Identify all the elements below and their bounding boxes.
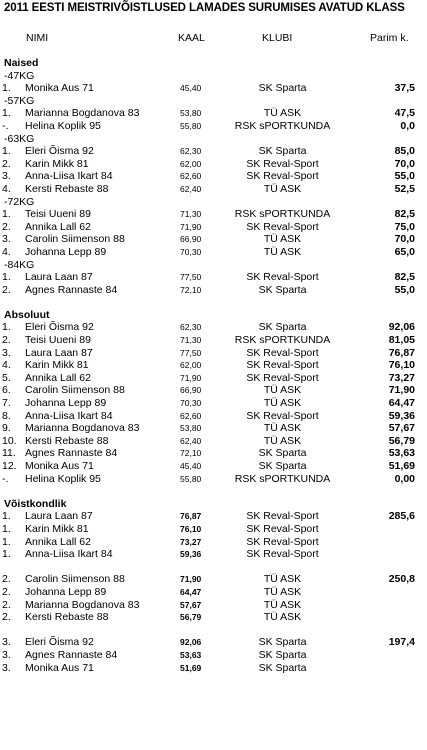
athlete-name: Teisi Uueni 89 — [25, 334, 91, 347]
rank-cell: 4. — [2, 182, 11, 195]
weight-class-label: -63KG — [4, 132, 35, 145]
club-cell: SK Sparta — [258, 636, 307, 649]
result-row — [0, 422, 427, 435]
rank-cell: 11. — [2, 447, 16, 460]
weight-cell: 71,30 — [180, 209, 202, 220]
club-cell: SK Reval-Sport — [246, 170, 319, 183]
club-cell: TÜ ASK — [263, 384, 302, 397]
rank-cell: 2. — [2, 573, 11, 586]
best-result-cell: 81,05 — [388, 334, 415, 347]
best-result-cell: 64,47 — [388, 397, 415, 410]
club-cell: RSK sPORTKUNDA — [234, 472, 331, 485]
spacer — [0, 296, 427, 309]
athlete-name: Anna-Liisa Ikart 84 — [25, 548, 113, 561]
result-row — [0, 649, 427, 662]
best-result-cell: 76,10 — [388, 359, 415, 372]
best-result-cell: 85,0 — [394, 145, 415, 158]
result-row — [0, 586, 427, 599]
weight-class-heading — [0, 95, 427, 108]
result-row — [0, 183, 427, 196]
athlete-name: Agnes Rannaste 84 — [25, 648, 118, 661]
result-row — [0, 372, 427, 385]
weight-cell: 56,79 — [180, 612, 202, 623]
athlete-name: Annika Lall 62 — [25, 535, 91, 548]
result-row — [0, 359, 427, 372]
rank-cell: -. — [2, 472, 9, 485]
best-result-cell: 47,5 — [394, 107, 415, 120]
athlete-name: Eleri Õisma 92 — [25, 321, 94, 334]
weight-class-heading — [0, 133, 427, 146]
athlete-name: Laura Laan 87 — [25, 510, 93, 523]
club-cell: SK Reval-Sport — [246, 409, 319, 422]
weight-cell: 66,90 — [180, 234, 202, 245]
weight-cell: 59,36 — [180, 549, 202, 560]
best-result-cell: 76,87 — [388, 346, 415, 359]
weight-class-heading — [0, 70, 427, 83]
weight-cell: 71,90 — [180, 372, 202, 383]
athlete-name: Agnes Rannaste 84 — [25, 283, 118, 296]
best-result-cell: 59,36 — [388, 409, 415, 422]
athlete-name: Monika Aus 71 — [25, 661, 94, 674]
result-row — [0, 523, 427, 536]
result-row — [0, 107, 427, 120]
athlete-name: Eleri Õisma 92 — [25, 145, 94, 158]
section-heading — [0, 309, 427, 322]
athlete-name: Laura Laan 87 — [25, 271, 93, 284]
rank-cell: 2. — [2, 611, 11, 624]
rank-cell: 8. — [2, 409, 11, 422]
weight-cell: 66,90 — [180, 385, 202, 396]
weight-class-label: -47KG — [4, 69, 35, 82]
result-row — [0, 447, 427, 460]
club-cell: SK Sparta — [258, 283, 307, 296]
rank-cell: 7. — [2, 397, 11, 410]
weight-cell: 71,90 — [180, 574, 202, 585]
rank-cell: 1. — [2, 82, 11, 95]
athlete-name: Monika Aus 71 — [25, 460, 94, 472]
weight-cell: 57,67 — [180, 599, 202, 610]
best-result-cell: 52,5 — [394, 182, 415, 195]
athlete-name: Kersti Rebaste 88 — [25, 611, 109, 624]
athlete-name: Helina Koplik 95 — [25, 472, 101, 485]
club-cell: SK Sparta — [258, 447, 307, 460]
rank-cell: 3. — [2, 648, 11, 661]
weight-cell: 71,90 — [180, 221, 202, 232]
result-row — [0, 246, 427, 259]
best-result-cell: 285,6 — [388, 510, 415, 523]
club-cell: SK Sparta — [258, 145, 307, 158]
weight-class-label: -84KG — [4, 258, 35, 271]
rank-cell: 12. — [2, 460, 17, 472]
athlete-name: Kersti Rebaste 88 — [25, 434, 109, 447]
rank-cell: -. — [2, 119, 9, 132]
results-list — [0, 57, 427, 674]
athlete-name: Eleri Õisma 92 — [25, 636, 94, 649]
athlete-name: Johanna Lepp 89 — [25, 585, 107, 598]
club-cell: SK Reval-Sport — [246, 271, 319, 284]
athlete-name: Kersti Rebaste 88 — [25, 182, 109, 195]
weight-cell: 77,50 — [180, 347, 202, 358]
club-cell: SK Reval-Sport — [246, 157, 319, 170]
club-cell: SK Sparta — [258, 460, 307, 472]
weight-cell: 62,00 — [180, 360, 202, 371]
club-cell: TÜ ASK — [263, 422, 302, 435]
weight-cell: 55,80 — [180, 473, 202, 484]
weight-cell: 62,30 — [180, 322, 202, 333]
result-row — [0, 158, 427, 171]
result-row — [0, 599, 427, 612]
weight-cell: 72,10 — [180, 284, 202, 295]
result-row — [0, 435, 427, 448]
best-result-cell: 0,0 — [400, 119, 415, 132]
club-cell: SK Reval-Sport — [246, 522, 319, 535]
athlete-name: Marianna Bogdanova 83 — [25, 107, 140, 120]
best-result-cell: 65,0 — [394, 245, 415, 258]
athlete-name: Carolin Siimenson 88 — [25, 384, 125, 397]
athlete-name: Carolin Siimenson 88 — [25, 573, 125, 586]
club-cell: RSK sPORTKUNDA — [234, 119, 331, 132]
best-result-cell: 70,0 — [394, 233, 415, 246]
club-cell: SK Reval-Sport — [246, 346, 319, 359]
section-label: Absoluut — [4, 308, 50, 321]
weight-cell: 72,10 — [180, 448, 202, 459]
rank-cell: 3. — [2, 636, 11, 649]
result-row — [0, 460, 427, 473]
spacer — [0, 485, 427, 498]
result-row — [0, 611, 427, 624]
club-cell: TÜ ASK — [263, 434, 302, 447]
rank-cell: 3. — [2, 170, 11, 183]
rank-cell: 1. — [2, 321, 11, 334]
weight-class-heading — [0, 259, 427, 272]
weight-cell: 71,30 — [180, 335, 202, 346]
header-weight: KAAL — [178, 32, 205, 44]
rank-cell: 2. — [2, 598, 11, 611]
result-row — [0, 536, 427, 549]
club-cell: TÜ ASK — [263, 598, 302, 611]
result-row — [0, 82, 427, 95]
weight-cell: 92,06 — [180, 637, 202, 648]
rank-cell: 10. — [2, 434, 17, 447]
club-cell: SK Reval-Sport — [246, 220, 319, 233]
best-result-cell: 37,5 — [394, 82, 415, 95]
best-result-cell: 75,0 — [394, 220, 415, 233]
rank-cell: 1. — [2, 522, 11, 535]
rank-cell: 3. — [2, 661, 11, 674]
best-result-cell: 57,67 — [388, 422, 415, 435]
result-row — [0, 321, 427, 334]
result-row — [0, 573, 427, 586]
best-result-cell: 53,63 — [388, 447, 415, 460]
result-row — [0, 271, 427, 284]
result-row — [0, 510, 427, 523]
rank-cell: 3. — [2, 346, 11, 359]
club-cell: SK Reval-Sport — [246, 359, 319, 372]
club-cell: TÜ ASK — [263, 573, 302, 586]
athlete-name: Johanna Lepp 89 — [25, 397, 107, 410]
rank-cell: 1. — [2, 145, 11, 158]
result-row — [0, 120, 427, 133]
athlete-name: Marianna Bogdanova 83 — [25, 598, 140, 611]
result-row — [0, 284, 427, 297]
rank-cell: 1. — [2, 510, 11, 523]
result-row — [0, 170, 427, 183]
club-cell: TÜ ASK — [263, 233, 302, 246]
result-row — [0, 145, 427, 158]
weight-cell: 62,40 — [180, 183, 202, 194]
rank-cell: 1. — [2, 107, 11, 120]
club-cell: TÜ ASK — [263, 611, 302, 624]
rank-cell: 2. — [2, 334, 11, 347]
best-result-cell: 55,0 — [394, 283, 415, 296]
best-result-cell: 250,8 — [388, 573, 415, 586]
result-row — [0, 548, 427, 561]
header-club: KLUBI — [262, 32, 293, 44]
club-cell: TÜ ASK — [263, 245, 302, 258]
club-cell: SK Sparta — [258, 648, 307, 661]
athlete-name: Marianna Bogdanova 83 — [25, 422, 140, 435]
rank-cell: 2. — [2, 220, 11, 233]
best-result-cell: 82,5 — [394, 271, 415, 284]
result-row — [0, 334, 427, 347]
section-label: Naised — [4, 57, 39, 69]
rank-cell: 4. — [2, 245, 11, 258]
club-cell: TÜ ASK — [263, 585, 302, 598]
spacer — [0, 624, 427, 637]
athlete-name: Agnes Rannaste 84 — [25, 447, 118, 460]
club-cell: TÜ ASK — [263, 397, 302, 410]
weight-cell: 53,80 — [180, 423, 202, 434]
rank-cell: 9. — [2, 422, 11, 435]
weight-cell: 70,30 — [180, 246, 202, 257]
rank-cell: 1. — [2, 271, 11, 284]
section-heading — [0, 57, 427, 70]
result-row — [0, 384, 427, 397]
header-best: Parim k. — [370, 32, 409, 44]
weight-cell: 62,60 — [180, 171, 202, 182]
weight-cell: 76,10 — [180, 523, 202, 534]
rank-cell: 1. — [2, 548, 11, 561]
section-label: Võistkondlik — [4, 497, 67, 510]
best-result-cell: 197,4 — [388, 636, 415, 649]
weight-cell: 62,40 — [180, 435, 202, 446]
rank-cell: 1. — [2, 535, 11, 548]
athlete-name: Karin Mikk 81 — [25, 157, 89, 170]
weight-class-heading — [0, 196, 427, 209]
weight-cell: 51,69 — [180, 662, 202, 673]
page-title: 2011 EESTI MEISTRIVÕISTLUSED LAMADES SURUMISES AVATUD KLASS — [4, 2, 405, 14]
weight-cell: 53,80 — [180, 108, 202, 119]
club-cell: SK Sparta — [258, 661, 307, 674]
weight-cell: 76,87 — [180, 511, 202, 522]
club-cell: SK Reval-Sport — [246, 535, 319, 548]
rank-cell: 6. — [2, 384, 11, 397]
header-name: NIMI — [26, 32, 49, 44]
rank-cell: 1. — [2, 208, 11, 221]
rank-cell: 3. — [2, 233, 11, 246]
best-result-cell: 82,5 — [394, 208, 415, 221]
athlete-name: Monika Aus 71 — [25, 82, 94, 95]
best-result-cell: 55,0 — [394, 170, 415, 183]
athlete-name: Annika Lall 62 — [25, 220, 91, 233]
weight-cell: 62,60 — [180, 410, 202, 421]
weight-cell: 45,40 — [180, 83, 202, 94]
club-cell: RSK sPORTKUNDA — [234, 334, 331, 347]
athlete-name: Anna-Liisa Ikart 84 — [25, 170, 113, 183]
rank-cell: 5. — [2, 371, 11, 384]
club-cell: SK Sparta — [258, 82, 307, 95]
result-row — [0, 397, 427, 410]
result-row — [0, 233, 427, 246]
spacer — [0, 561, 427, 574]
club-cell: SK Reval-Sport — [246, 548, 319, 561]
club-cell: SK Sparta — [258, 321, 307, 334]
weight-cell: 70,30 — [180, 398, 202, 409]
weight-cell: 62,00 — [180, 158, 202, 169]
result-row — [0, 473, 427, 486]
best-result-cell: 56,79 — [388, 434, 415, 447]
best-result-cell: 0,00 — [394, 472, 415, 485]
weight-cell: 77,50 — [180, 272, 202, 283]
weight-cell: 45,40 — [180, 461, 202, 471]
result-row — [0, 221, 427, 234]
rank-cell: 2. — [2, 585, 11, 598]
club-cell: RSK sPORTKUNDA — [234, 208, 331, 221]
best-result-cell: 51,69 — [388, 460, 415, 472]
athlete-name: Anna-Liisa Ikart 84 — [25, 409, 113, 422]
athlete-name: Johanna Lepp 89 — [25, 245, 107, 258]
best-result-cell: 73,27 — [388, 371, 415, 384]
result-row — [0, 410, 427, 423]
athlete-name: Annika Lall 62 — [25, 371, 91, 384]
weight-class-label: -57KG — [4, 94, 35, 107]
club-cell: SK Reval-Sport — [246, 510, 319, 523]
weight-cell: 62,30 — [180, 146, 202, 157]
athlete-name: Karin Mikk 81 — [25, 522, 89, 535]
rank-cell: 2. — [2, 157, 11, 170]
weight-cell: 55,80 — [180, 120, 202, 131]
weight-class-label: -72KG — [4, 195, 35, 208]
athlete-name: Helina Koplik 95 — [25, 119, 101, 132]
weight-cell: 64,47 — [180, 586, 202, 597]
club-cell: SK Reval-Sport — [246, 371, 319, 384]
athlete-name: Carolin Siimenson 88 — [25, 233, 125, 246]
athlete-name: Karin Mikk 81 — [25, 359, 89, 372]
result-row — [0, 347, 427, 360]
athlete-name: Teisi Uueni 89 — [25, 208, 91, 221]
athlete-name: Laura Laan 87 — [25, 346, 93, 359]
weight-cell: 53,63 — [180, 649, 202, 660]
best-result-cell: 71,90 — [388, 384, 415, 397]
result-row — [0, 636, 427, 649]
result-row — [0, 208, 427, 221]
rank-cell: 2. — [2, 283, 11, 296]
best-result-cell: 70,0 — [394, 157, 415, 170]
club-cell: TÜ ASK — [263, 182, 302, 195]
result-row — [0, 662, 427, 675]
best-result-cell: 92,06 — [388, 321, 415, 334]
section-heading — [0, 498, 427, 511]
weight-cell: 73,27 — [180, 536, 202, 547]
rank-cell: 4. — [2, 359, 11, 372]
club-cell: TÜ ASK — [263, 107, 302, 120]
